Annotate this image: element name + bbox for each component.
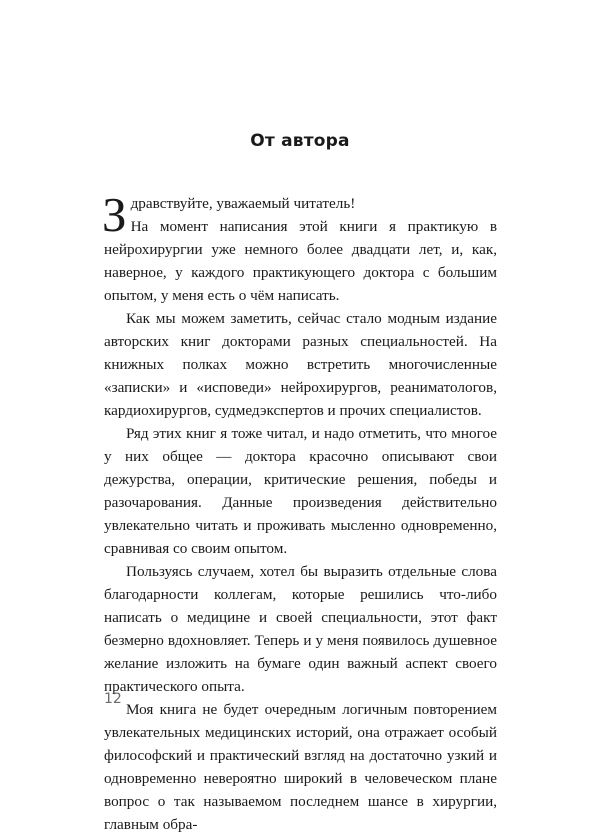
paragraph-2: Как мы можем заметить, сейчас стало модным издание авторских книг докторами разных специальностей. На книжных полках можно встретить многочисленные «записки» и «исповеди» нейрохирургов, реаниматологов, кардиохирургов, судмедэкспертов и прочих специалистов. [104,310,497,419]
paragraph-5: Моя книга не будет очередным логичным повторением увлекательных медицинских историй, она отражает особый философский и практический взгляд на достаточно узкий и одновременно невероятно широкий в человеческом плане вопрос о так называемом последнем шансе в хирургии, главным обра- [104,701,497,833]
paragraph-1: На момент написания этой книги я практикую в нейрохирургии уже немного более двадцати лет, и, как, наверное, у каждого практикующего доктора с большим опытом, у меня есть о чём написать. [104,218,497,304]
drop-cap-letter: З [102,187,127,242]
paragraph-4: Пользуясь случаем, хотел бы выразить отдельные слова благодарности коллегам, которые решились что-либо написать о медицине и своей специальности, этот факт безмерно вдохновляет. Теперь и у меня появилось душевное желание изложить на бумаге один важный аспект своего практического опыта. [104,563,497,695]
opening-paragraph [102,187,497,307]
greeting-line: дравствуйте, уважаемый читатель! [130,195,356,212]
page-number: 12 [104,691,122,707]
chapter-text [102,187,497,836]
paragraph-3: Ряд этих книг я тоже читал, и надо отметить, что многое у них общее — доктора красочно описывают свои дежурства, операции, критические решения, победы и разочарования. Данные произведения действительно увлекательно читать и проживать мысленно одновременно, сравнивая со своим опытом. [104,425,497,557]
chapter-title: От автора [250,131,350,151]
